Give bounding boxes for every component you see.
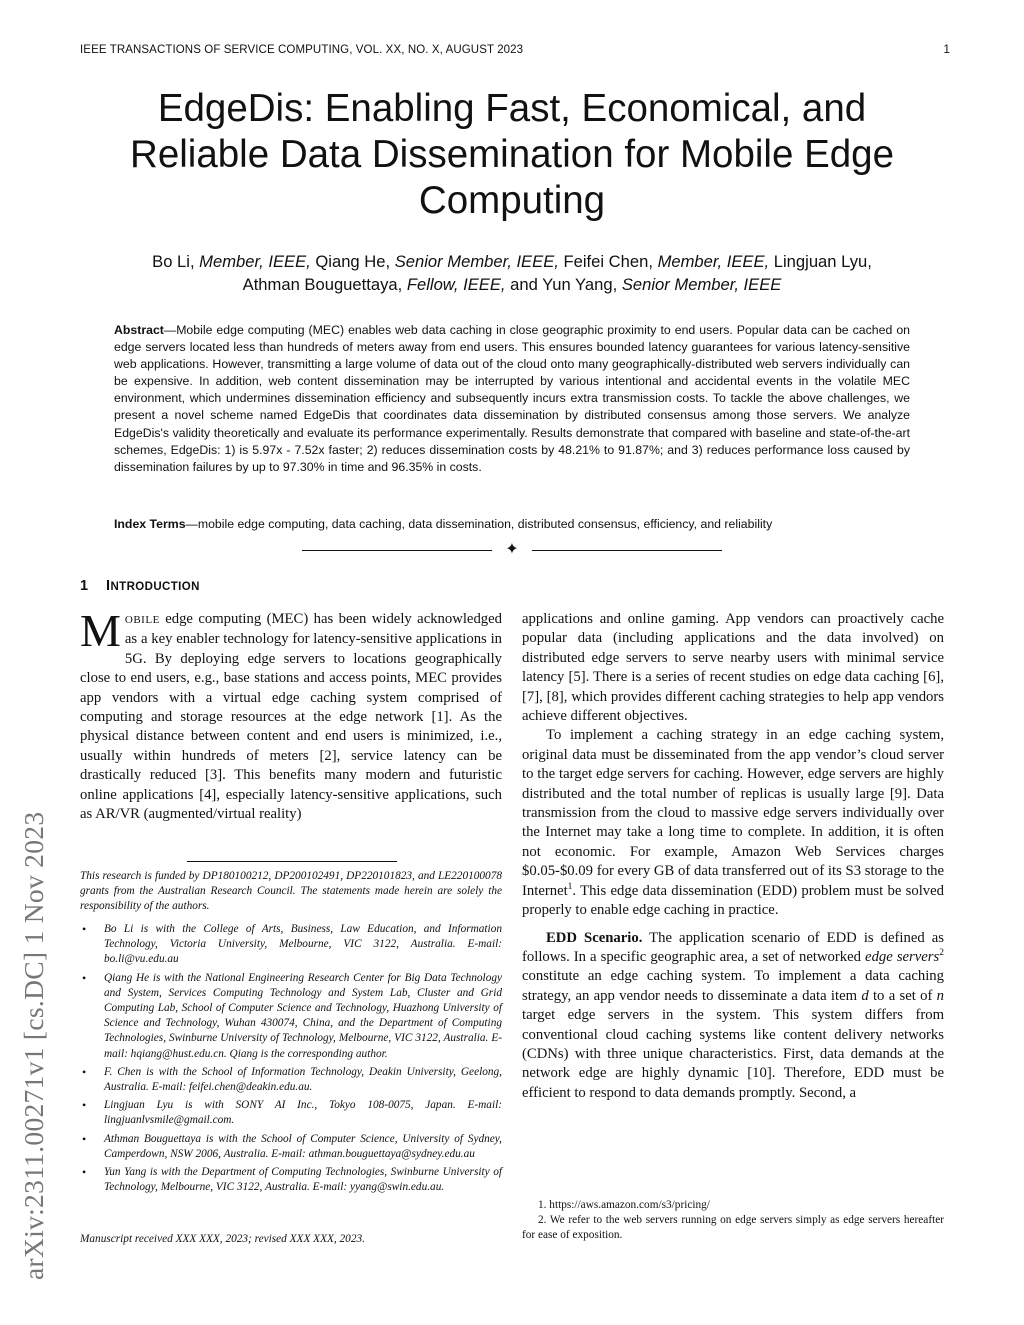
- drop-cap: M: [80, 605, 121, 656]
- affiliation-text: F. Chen is with the School of Information Technology, Deakin University, Geelong, Australia. E-mail: feifei.chen@deakin.edu.au.: [104, 1065, 502, 1094]
- author-line-2: [90, 273, 934, 296]
- intro-paragraph-3: [522, 726, 944, 920]
- index-terms-text: —mobile edge computing, data caching, data dissemination, distributed consensus, efficiency, and reliability: [185, 517, 773, 531]
- bullet-icon: •: [82, 970, 87, 985]
- author-name: Bo Li,: [152, 252, 200, 271]
- footnote-rule: [187, 861, 397, 862]
- separator-rule-left: [302, 550, 492, 551]
- footnote-marker: 2: [939, 947, 944, 958]
- manuscript-received-note: Manuscript received XXX XXX, 2023; revised XXX XXX, 2023.: [80, 1233, 365, 1245]
- section-number: 1: [80, 578, 89, 594]
- abstract: [114, 322, 910, 476]
- affiliation-text: Qiang He is with the National Engineering Research Center for Big Data Technology and System, Services Computing Technology and System Lab, Cluster and Grid Computing Lab, School of Computer Science and Technology, Huazhong University of Science and Technology, Wuhan 430074, China, and the Department of Computing Technologies, Swinburne University of Technology, Melbourne, VIC 3122, Australia. E-mail: hqiang@hust.edu.cn. Qiang is the corresponding author.: [104, 971, 502, 1060]
- section-heading: [80, 578, 200, 594]
- footnote-marker: 1: [567, 881, 573, 892]
- affiliation-item: [80, 1132, 502, 1162]
- math-variable: d: [861, 987, 869, 1004]
- author-name: Qiang He,: [310, 252, 395, 271]
- smallcaps-lead: OBILE: [124, 614, 160, 626]
- paragraph-text: constitute an edge caching system. To implement a data caching strategy, an app vendor needs to disseminate a data item: [522, 968, 944, 1004]
- bullet-icon: •: [82, 1165, 87, 1180]
- paragraph-text: to a set of: [868, 987, 937, 1004]
- bullet-icon: •: [82, 1131, 87, 1146]
- paragraph-text: edge computing (MEC) has been widely acknowledged as a key enabler technology for latency-sensitive applications in 5G. By deploying edge servers to locations geographically close to end users, e.g., base stations and access points, MEC provides app vendors with a virtual edge caching system comprised of computing and storage resources at the edge network [1]. As the physical distance between content and end users is minimized, i.e., usually within hundreds of meters [2], service latency can be drastically reduced [3]. This benefits many modern and futuristic online applications [4], especially latency-sensitive applications, such as AR/VR (augmented/virtual reality): [80, 611, 502, 823]
- paragraph-text: To implement a caching strategy in an edge caching system, original data must be disseminated from the app vendor’s cloud server to the target edge servers for caching. However, edge servers are highly distributed and the total number of replicas is usually large [9]. Data transmission from the cloud to massive edge servers individually over the Internet may take a long time to complete. In addition, it is often not economic. For example, Amazon Web Services charges $0.05-$0.09 for every GB of data transferred out of its S3 storage to the Internet: [522, 727, 944, 899]
- author-role: Fellow, IEEE,: [406, 275, 506, 294]
- bullet-icon: •: [82, 1098, 87, 1113]
- emphasis-term: edge servers: [865, 948, 940, 965]
- paper-title: EdgeDis: Enabling Fast, Economical, and Reliable Data Dissemination for Mobile Edge Computing: [130, 87, 894, 222]
- index-terms-label: Index Terms: [114, 517, 186, 531]
- section-title-rest: NTRODUCTION: [110, 581, 200, 593]
- separator-rule-right: [532, 550, 722, 551]
- index-terms: [114, 516, 910, 533]
- author-role: Member, IEEE,: [199, 252, 311, 271]
- affiliation-text: Lingjuan Lyu is with SONY AI Inc., Tokyo 108-0075, Japan. E-mail: lingjuanlvsmile@gmail.com.: [104, 1099, 502, 1127]
- body-right-column: [522, 610, 944, 1103]
- paragraph-text: . This edge data dissemination (EDD) problem must be solved properly to enable edge caching in practice.: [522, 882, 944, 919]
- author-name: Lingjuan Lyu,: [769, 252, 872, 271]
- author-role: Member, IEEE,: [657, 252, 770, 271]
- author-name: and Yun Yang,: [505, 275, 622, 294]
- running-head: [80, 44, 950, 56]
- author-line-1: [90, 250, 934, 273]
- intro-paragraph-2: applications and online gaming. App vendors can proactively cache popular data (including applications and the data involved) on distributed edge servers to serve nearby users with minimal service latency [5]. There is a series of recent studies on edge data caching [6], [7], [8], which provides different caching strategies to help app vendors achieve different objectives.: [522, 611, 944, 725]
- author-name: Feifei Chen,: [558, 252, 658, 271]
- bullet-icon: •: [82, 1064, 87, 1079]
- page-number: 1: [943, 44, 950, 56]
- affiliation-text: Yun Yang is with the Department of Computing Technologies, Swinburne University of Technology, Melbourne, VIC 3122, Australia. E-mail: yyang@swin.edu.au.: [104, 1166, 502, 1194]
- section-title-initial: I: [106, 578, 111, 594]
- funding-note: This research is funded by DP180100212, DP200102491, DP220101823, and LE220100078 grants from the Australian Research Council. The statements made herein are solely the responsibility of the authors.: [80, 870, 502, 913]
- affiliation-item: [80, 1098, 502, 1128]
- affiliation-item: [80, 922, 502, 968]
- footnote: 1. https://aws.amazon.com/s3/pricing/: [538, 1199, 710, 1211]
- affiliation-item: [80, 971, 502, 1062]
- paragraph-text: target edge servers in the system. This system differs from conventional cloud caching systems like content delivery networks (CDNs) with three unique characteristics. First, data demands at the network edge are highly dynamic [10]. Therefore, EDD must be efficient to respond to data demands promptly. Second, a: [522, 1007, 944, 1101]
- author-role: Senior Member, IEEE,: [394, 252, 559, 271]
- intro-paragraph-1: [80, 605, 502, 824]
- affiliation-item: [80, 1065, 502, 1095]
- footnote: 2. We refer to the web servers running on edge servers simply as edge servers hereafter for ease of exposition.: [522, 1214, 944, 1242]
- journal-header: IEEE TRANSACTIONS OF SERVICE COMPUTING, VOL. XX, NO. X, AUGUST 2023: [80, 44, 524, 56]
- affiliation-text: Bo Li is with the College of Arts, Business, Law Education, and Information Technology, Victoria University, Melbourne, VIC 3122, Australia. E-mail: bo.li@vu.edu.au: [104, 923, 502, 966]
- author-role: Senior Member, IEEE: [621, 275, 782, 294]
- abstract-label: Abstract: [114, 323, 164, 337]
- separator-star-icon: ✦: [505, 541, 519, 558]
- author-name: Athman Bouguettaya,: [242, 275, 407, 294]
- affiliation-list: [80, 922, 502, 1198]
- page-footnotes: [522, 1198, 944, 1244]
- author-list: [90, 250, 934, 296]
- affiliation-text: Athman Bouguettaya is with the School of Computer Science, University of Sydney, Camperdown, NSW 2006, Australia. E-mail: athman.bouguettaya@sydney.edu.au: [104, 1132, 502, 1160]
- body-left-column: [80, 605, 502, 824]
- bullet-icon: •: [82, 922, 87, 936]
- paragraph-text: The application scenario of EDD is defined as follows. In a specific geographic area, a set of networked: [522, 929, 944, 965]
- paragraph-label: EDD Scenario.: [546, 929, 643, 946]
- abstract-text: —Mobile edge computing (MEC) enables web data caching in close geographic proximity to end users. Popular data can be cached on edge servers located less than hundreds of meters away from end users. This ensures bounded latency guarantees for various latency-sensitive web applications. However, transmitting a large volume of data out of the cloud onto many geographically-distributed web servers individually can be expensive. In addition, web content dissemination may be interrupted by various intentional and accidental events in the volatile MEC environment, which undermines dissemination efficiency and subsequently incurs extra transmission costs. To tackle the above challenges, we present a novel scheme named EdgeDis that coordinates data dissemination by distributed consensus among those servers. We analyze EdgeDis's validity theoretically and evaluate its performance experimentally. Results demonstrate that compared with baseline and state-of-the-art schemes, EdgeDis: 1) is 5.97x - 7.52x faster; 2) reduces dissemination costs by 48.21% to 91.87%; and 3) reduces performance loss caused by dissemination failures by up to 97.30% in time and 96.35% in costs.: [114, 323, 910, 474]
- affiliation-item: [80, 1165, 502, 1195]
- math-variable: n: [936, 987, 944, 1004]
- edd-scenario-paragraph: [522, 929, 944, 1104]
